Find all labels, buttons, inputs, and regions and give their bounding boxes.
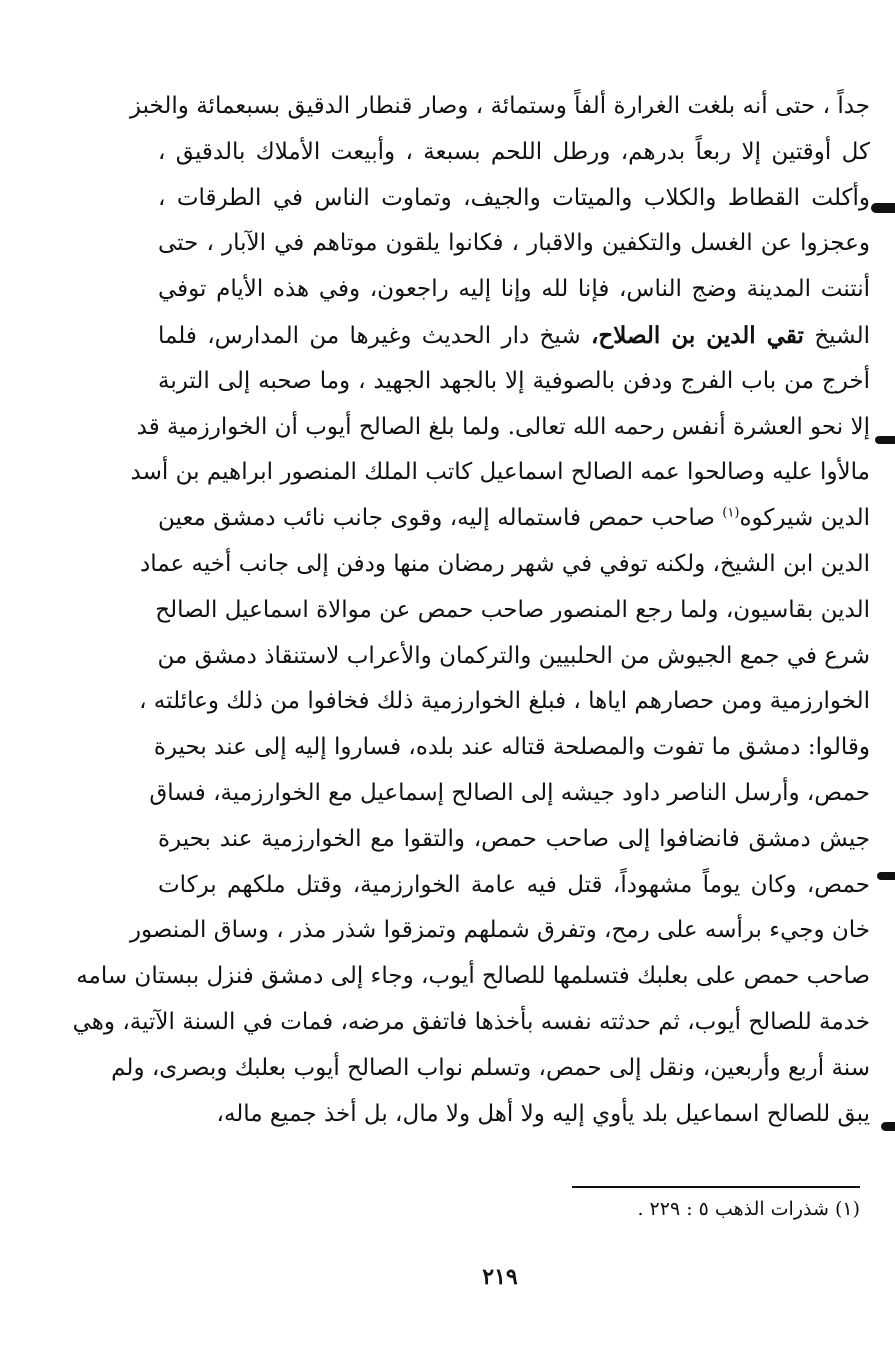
text-line: خدمة للصالح أيوب، ثم حدثته نفسه بأخذها فاتفق مرضه، فمات في السنة الآتية، وهي [72,1008,870,1035]
margin-mark [881,1122,895,1131]
text-line [158,496,870,542]
text-line: مالأوا عليه وصالحوا عمه الصالح اسماعيل كاتب الملك المنصور ابراهيم بن أسد [130,459,870,486]
text-segment: شيخ دار الحديث وغيرها من المدارس، فلما [158,322,581,349]
text-line: إلا نحو العشرة أنفس رحمه الله تعالى. ولما بلغ الصالح أيوب أن الخوارزمية قد [136,413,870,440]
main-text-block [72,84,871,1137]
text-line: حمص، وأرسل الناصر داود جيشه إلى الصالح إسماعيل مع الخوارزمية، فساق [149,779,870,806]
text-line: صاحب حمص على بعلبك فتسلمها للصالح أيوب، وجاء إلى دمشق فنزل ببستان سامه [76,963,870,990]
text-line: أخرج من باب الفرج ودفن بالصوفية إلا بالجهد الجهيد ، وما صحبه إلى التربة [158,367,870,394]
text-line: وقالوا: دمشق ما تفوت والمصلحة قتاله عند بلده، فساروا إليه إلى عند بحيرة [153,734,870,761]
text-line: شرع في جمع الجيوش من الحلبيين والتركمان والأعراب لاستنقاذ دمشق من [157,642,870,669]
page-number: ٢١٩ [482,1264,518,1290]
footnote: (١) شذرات الذهب ٥ : ٢٢٩ . [637,1198,860,1220]
text-segment: الدين شيركوه [739,505,870,532]
text-line: أنتنت المدينة وضج الناس، فإنا لله وإنا إليه راجعون، وفي هذه الأيام توفي [158,276,870,303]
text-line: يبق للصالح اسماعيل بلد يأوي إليه ولا أهل ولا مال، بل أخذ جميع ماله، [216,1100,870,1127]
footnote-reference: (١) [722,505,740,521]
margin-mark [875,436,895,444]
text-line [158,313,870,359]
margin-mark [877,872,895,880]
highlighted-name: تقي الدين بن الصلاح، [590,321,804,349]
text-line: الدين ابن الشيخ، ولكنه توفي في شهر رمضان منها ودفن إلى جانب أخيه عماد [139,550,870,577]
footnote-divider [572,1186,860,1188]
text-line: وأكلت القطاط والكلاب والميتات والجيف، وتماوت الناس في الطرقات ، [158,184,871,211]
text-line: وعجزوا عن الغسل والتكفين والاقبار ، فكانوا يلقون موتاهم في الآبار ، حتى [158,230,870,257]
text-line: جداً ، حتى أنه بلغت الغرارة ألفاً وستمائة ، وصار قنطار الدقيق بسبعمائة والخبز [129,93,870,119]
text-line: جيش دمشق فانضافوا إلى صاحب حمص، والتقوا مع الخوارزمية عند بحيرة [158,825,870,852]
margin-mark [871,203,895,213]
text-segment: الشيخ [814,322,871,349]
text-line: الخوارزمية ومن حصارهم اياها ، فبلغ الخوارزمية ذلك فخافوا من ذلك وعائلته ، [139,688,870,715]
text-line: سنة أربع وأربعين، ونقل إلى حمص، وتسلم نواب الصالح أيوب بعلبك وبصرى، ولم [111,1054,870,1081]
text-line: حمص، وكان يوماً مشهوداً، قتل فيه عامة الخوارزمية، وقتل ملكهم بركات [158,871,870,898]
text-segment: صاحب حمص فاستماله إليه، وقوى جانب نائب دمشق معين [158,505,715,532]
text-line: الدين بقاسيون، ولما رجع المنصور صاحب حمص عن موالاة اسماعيل الصالح [155,596,870,623]
text-line: كل أوقتين إلا ربعاً بدرهم، ورطل اللحم بسبعة ، وأبيعت الأملاك بالدقيق ، [158,138,870,165]
text-line: خان وجيء برأسه على رمح، وتفرق شملهم وتمزقوا شذر مذر ، وساق المنصور [129,917,870,944]
